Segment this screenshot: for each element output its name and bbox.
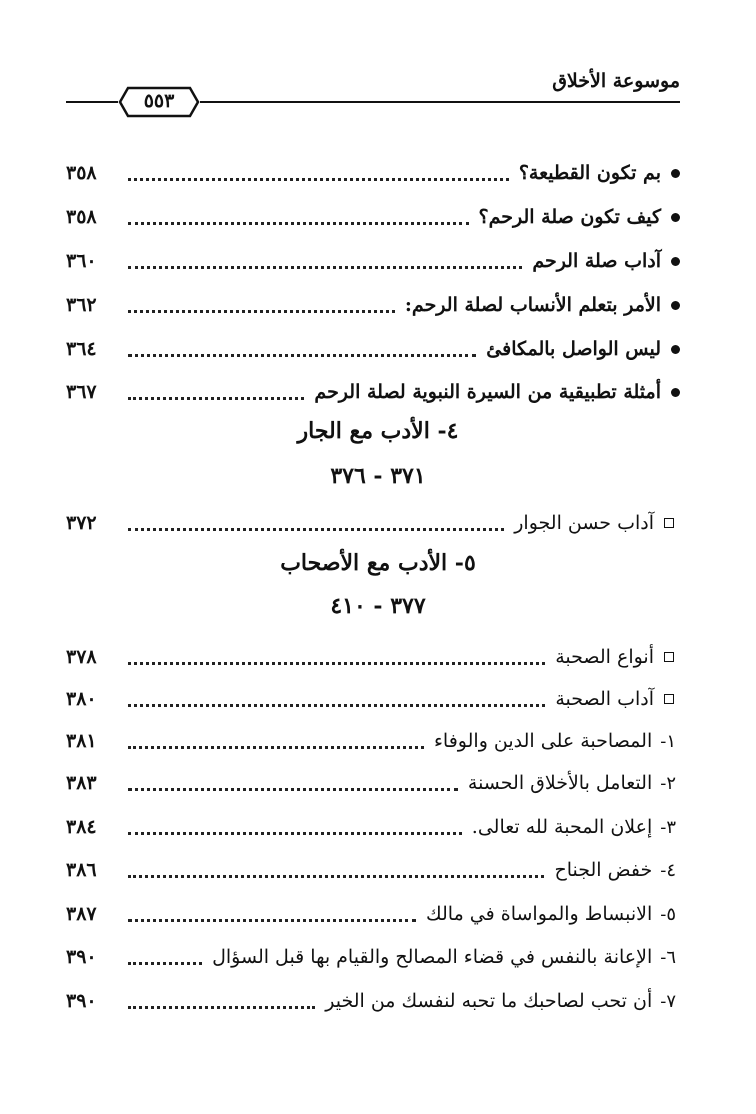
toc-subentry[interactable]: [66, 853, 680, 887]
entry-title: الإعانة بالنفس في قضاء المصالح والقيام بها قبل السؤال: [212, 946, 653, 968]
leader-dots: [128, 397, 304, 400]
entry-page: ٣٧٢: [66, 512, 97, 534]
leader-dots: [128, 662, 545, 665]
entry-title: بم تكون القطيعة؟: [518, 162, 661, 184]
page-number-badge: [118, 86, 200, 118]
bullet-icon: [671, 345, 680, 354]
page-number: ٥٥٣: [143, 90, 175, 112]
entry-page: ٣٨٣: [66, 772, 97, 794]
toc-entry[interactable]: [66, 506, 680, 540]
leader-dots: [128, 310, 395, 313]
entry-page: ٣٩٠: [66, 990, 97, 1012]
leader-dots: [128, 746, 424, 749]
entry-title: كيف تكون صلة الرحم؟: [478, 206, 661, 228]
header-rule-right: [200, 101, 680, 103]
entry-page: ٣٦٢: [66, 294, 97, 316]
toc-entry[interactable]: [66, 288, 680, 322]
toc-entry[interactable]: [66, 375, 680, 409]
entry-page: ٣٦٠: [66, 250, 97, 272]
entry-title: الأمر بتعلم الأنساب لصلة الرحم:: [404, 294, 661, 316]
leader-dots: [128, 875, 544, 878]
leader-dots: [128, 178, 509, 181]
entry-title: أمثلة تطبيقية من السيرة النبوية لصلة الرحم: [314, 381, 661, 403]
entry-title: الانبساط والمواساة في مالك: [425, 903, 653, 925]
leader-dots: [128, 962, 202, 965]
entry-title: إعلان المحبة لله تعالى.: [471, 816, 653, 838]
section-heading: ٥- الأدب مع الأصحاب: [280, 550, 476, 576]
entry-page: ٣٨٠: [66, 688, 97, 710]
square-bullet-icon: [664, 694, 674, 704]
toc-subentry[interactable]: [66, 766, 680, 800]
entry-page: ٣٨٦: [66, 859, 97, 881]
toc-subentry[interactable]: [66, 724, 680, 758]
entry-number: ١-: [660, 730, 676, 752]
entry-title: آداب الصحبة: [555, 688, 654, 710]
section-heading: ٤- الأدب مع الجار: [297, 418, 459, 444]
toc-subentry[interactable]: [66, 810, 680, 844]
leader-dots: [128, 919, 416, 922]
toc-subentry[interactable]: [66, 897, 680, 931]
entry-title: التعامل بالأخلاق الحسنة: [467, 772, 653, 794]
toc-subentry[interactable]: [66, 984, 680, 1018]
section-page-range: ٣٧٧ - ٤١٠: [330, 593, 426, 619]
entry-number: ٢-: [660, 772, 676, 794]
entry-number: ٧-: [660, 990, 676, 1012]
bullet-icon: [671, 169, 680, 178]
entry-title: أنواع الصحبة: [555, 646, 654, 668]
toc-entry[interactable]: [66, 682, 680, 716]
entry-page: ٣٥٨: [66, 206, 97, 228]
entry-number: ٤-: [660, 859, 676, 881]
entry-page: ٣٦٤: [66, 338, 97, 360]
bullet-icon: [671, 388, 680, 397]
leader-dots: [128, 832, 462, 835]
section-page-range: ٣٧١ - ٣٧٦: [330, 463, 426, 489]
leader-dots: [128, 704, 545, 707]
toc-subentry[interactable]: [66, 940, 680, 974]
toc-entry[interactable]: [66, 200, 680, 234]
entry-number: ٥-: [660, 903, 676, 925]
leader-dots: [128, 788, 458, 791]
entry-number: ٦-: [660, 946, 676, 968]
entry-title: ليس الواصل بالمكافئ: [486, 338, 661, 360]
book-title: موسوعة الأخلاق: [552, 70, 680, 92]
entry-title: خفض الجناح: [554, 859, 653, 881]
entry-page: ٣٩٠: [66, 946, 97, 968]
leader-dots: [128, 528, 504, 531]
entry-title: أن تحب لصاحبك ما تحبه لنفسك من الخير: [325, 990, 653, 1012]
entry-title: المصاحبة على الدين والوفاء: [434, 730, 653, 752]
entry-title: آداب صلة الرحم: [532, 250, 661, 272]
toc-entry[interactable]: [66, 244, 680, 278]
toc-entry[interactable]: [66, 640, 680, 674]
entry-page: ٣٥٨: [66, 162, 97, 184]
bullet-icon: [671, 301, 680, 310]
entry-page: ٣٨١: [66, 730, 97, 752]
entry-title: آداب حسن الجوار: [514, 512, 654, 534]
leader-dots: [128, 222, 469, 225]
bullet-icon: [671, 213, 680, 222]
leader-dots: [128, 354, 476, 357]
square-bullet-icon: [664, 518, 674, 528]
toc-entry[interactable]: [66, 156, 680, 190]
entry-page: ٣٨٤: [66, 816, 97, 838]
entry-page: ٣٧٨: [66, 646, 97, 668]
leader-dots: [128, 1006, 315, 1009]
bullet-icon: [671, 257, 680, 266]
entry-page: ٣٦٧: [66, 381, 97, 403]
square-bullet-icon: [664, 652, 674, 662]
toc-entry[interactable]: [66, 332, 680, 366]
entry-number: ٣-: [660, 816, 676, 838]
entry-page: ٣٨٧: [66, 903, 97, 925]
header-rule-left: [66, 101, 118, 103]
leader-dots: [128, 266, 522, 269]
